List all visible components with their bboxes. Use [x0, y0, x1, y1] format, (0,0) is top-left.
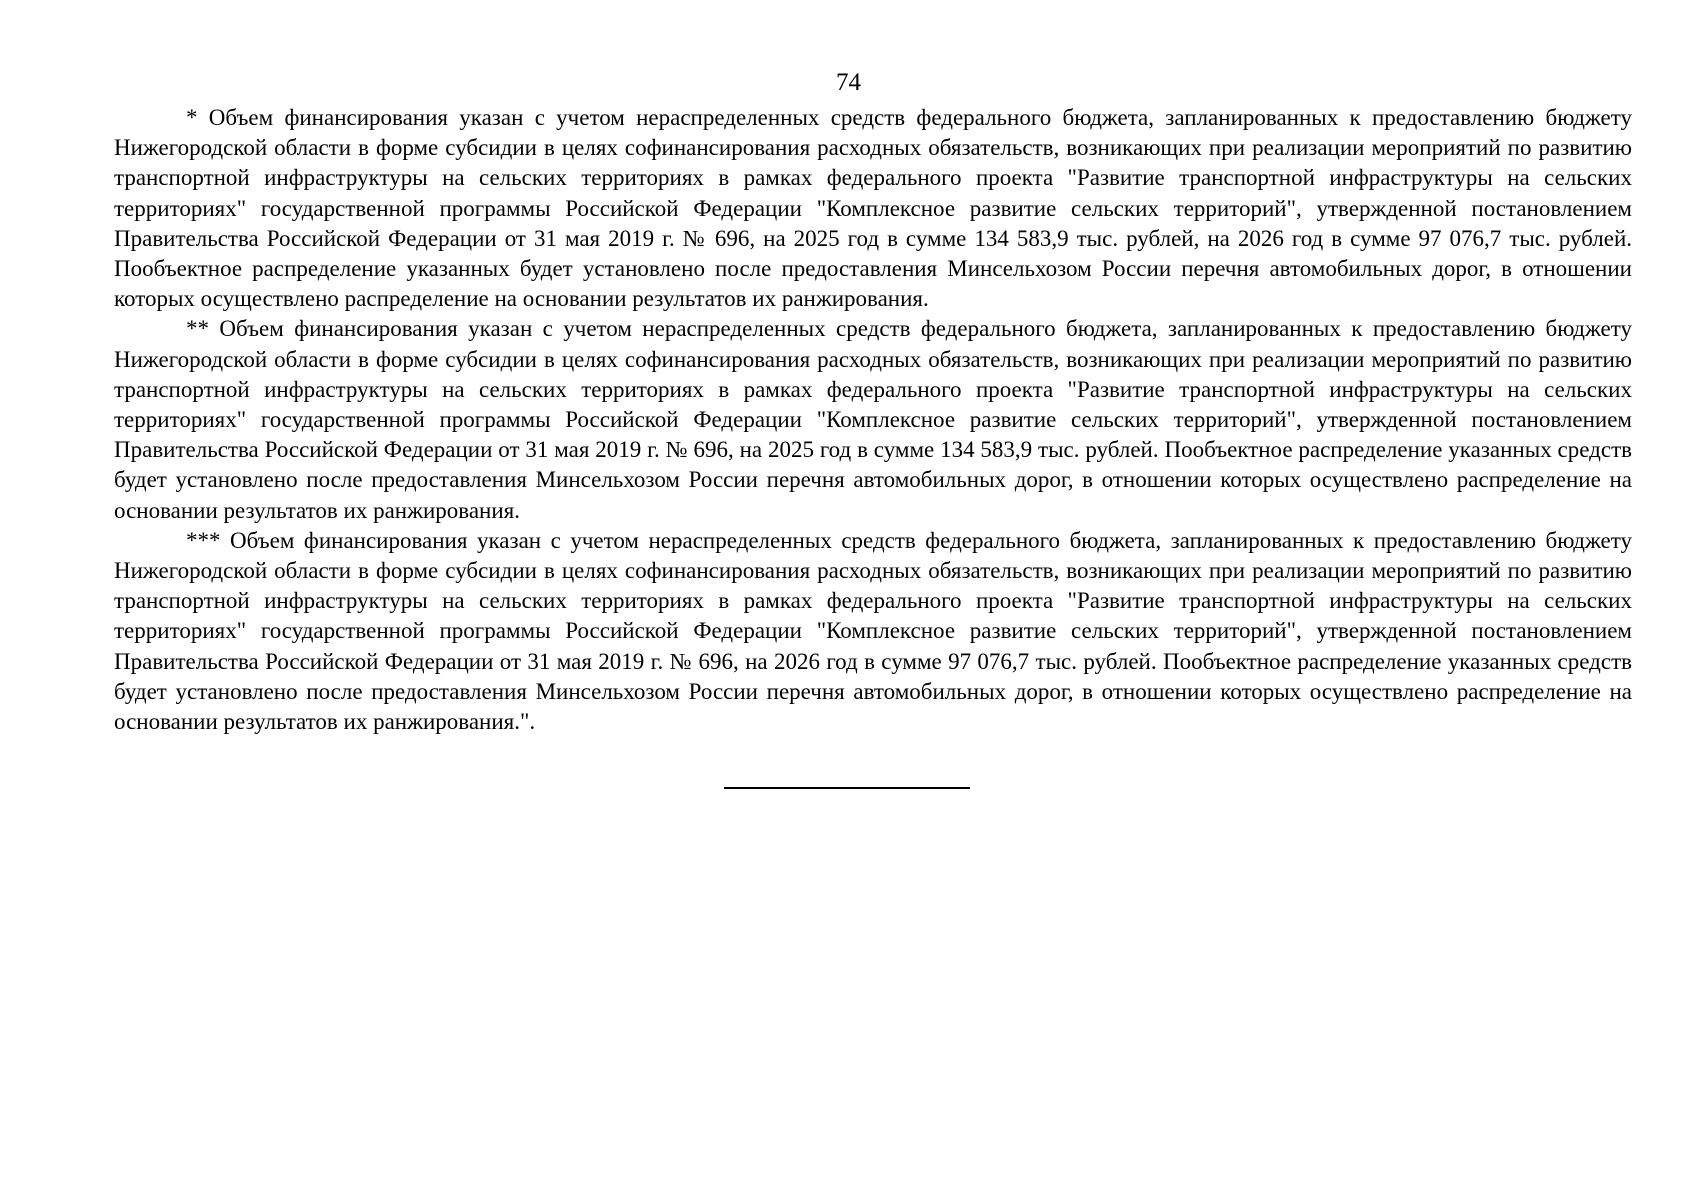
footnote-3: *** Объем финансирования указан с учетом нераспределенных средств федерального бюджета, запланированных к предоставлению бюджету Нижегородской области в форме субсидии в целях софинансирования расходных обязательств, возникающих при реализации мероприятий по развитию транспортной инфраструктуры на сельских территориях в рамках федерального проекта "Развитие транспортной инфраструктуры на сельских территориях" государственной программы Российской Федерации "Комплексное развитие сельских территорий", утвержденной постановлением Правительства Российской Федерации от 31 мая 2019 г. № 696, на 2026 год в сумме 97 076,7 тыс. рублей. Пообъектное распределение указанных средств будет установлено после предоставления Минсельхозом России перечня автомобильных дорог, в отношении которых осуществлено распределение на основании результатов их ранжирования.". — [114, 527, 1632, 735]
page-number: 74 — [836, 69, 861, 96]
footnote-2: ** Объем финансирования указан с учетом нераспределенных средств федерального бюджета, запланированных к предоставлению бюджету Нижегородской области в форме субсидии в целях софинансирования расходных обязательств, возникающих при реализации мероприятий по развитию транспортной инфраструктуры на сельских территориях в рамках федерального проекта "Развитие транспортной инфраструктуры на сельских территориях" государственной программы Российской Федерации "Комплексное развитие сельских территорий", утвержденной постановлением Правительства Российской Федерации от 31 мая 2019 г. № 696, на 2025 год в сумме 134 583,9 тыс. рублей. Пообъектное распределение указанных средств будет установлено после предоставления Минсельхозом России перечня автомобильных дорог, в отношении которых осуществлено распределение на основании результатов их ранжирования. — [114, 316, 1632, 523]
footnotes-block — [114, 103, 1632, 737]
footnote-1: * Объем финансирования указан с учетом нераспределенных средств федерального бюджета, запланированных к предоставлению бюджету Нижегородской области в форме субсидии в целях софинансирования расходных обязательств, возникающих при реализации мероприятий по развитию транспортной инфраструктуры на сельских территориях в рамках федерального проекта "Развитие транспортной инфраструктуры на сельских территориях" государственной программы Российской Федерации "Комплексное развитие сельских территорий", утвержденной постановлением Правительства Российской Федерации от 31 мая 2019 г. № 696, на 2025 год в сумме 134 583,9 тыс. рублей, на 2026 год в сумме 97 076,7 тыс. рублей. Пообъектное распределение указанных будет установлено после предоставления Минсельхозом России перечня автомобильных дорог, в отношении которых осуществлено распределение на основании результатов их ранжирования. — [114, 105, 1632, 312]
end-of-document-rule — [724, 787, 970, 789]
